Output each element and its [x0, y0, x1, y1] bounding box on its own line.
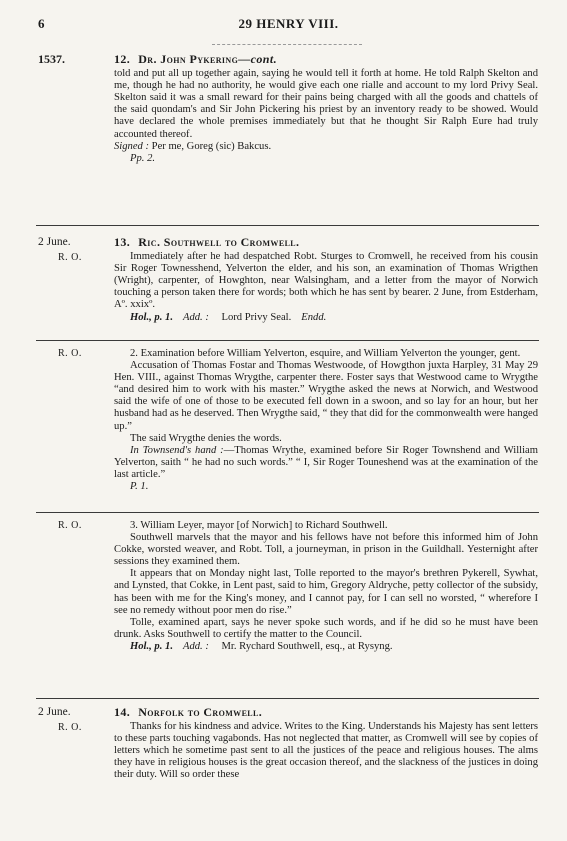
entry-13-3-heading: 3. William Leyer, mayor [of Norwich] to Richard Southwell. [130, 520, 388, 531]
entry-title: Norfolk to Cromwell. [138, 705, 263, 719]
entry-13-3 [114, 520, 538, 653]
entry-13-body: Immediately after he had despatched Robt. Sturges to Cromwell, he received from his cousin Sir Roger Townesshend, Yelverton the elder, and his son, an examination of Thomas Wrigthen (Wright), carpenter, of Howghton, near Walsingham, and a letter from the mayor of Norwich touching a person taken there for words; both which he has sent by bearer. 2 June, from Estderham, Aº. xxixº. [114, 251, 538, 311]
entry-13-3-footer: Hol., p. 1. Add. : Mr. Rychard Southwell, esq., at Rysyng. [130, 640, 393, 652]
entry-13-2-denial: The said Wrygthe denies the words. [130, 432, 282, 444]
margin-record-office: R. O. [58, 722, 82, 733]
entry-13-2-pages: P. 1. [130, 481, 149, 493]
head-rule [212, 44, 362, 45]
entry-separator [36, 225, 539, 226]
entry-separator [36, 512, 539, 513]
entry-13-3-para-2: It appears that on Monday night last, Tolle reported to the mayor's brethren Pykerell, Sywhat, and Lynsted, that Cokke, in Lent past, said to him, Gregory Aldryche, petty collector of the subsidy, has been with me for the King's money, and I cannot pay, for I can sell no worsted, “ wherefore I see no remedy without poor men do rise.” [114, 568, 538, 616]
entry-13-2-accusation: Accusation of Thomas Fostar and Thomas Westwoode, of Howgthon juxta Harpley, 31 May 29 Hen. VIII., against Thomas Wrygthe, carpenter there. Foster says that Westwood came to Wrygthe “and desired him to work with his master.” Wrygthe asked the news at Norwich, and Westwood said the wife of one of those to be executed fell down in a swoon, and so lay for an hour, but her husband had as he deserved. Then Wrygthe said, “ they that did for the commonwealth were hanged up.” [114, 360, 538, 432]
margin-record-office: R. O. [58, 252, 82, 263]
margin-date: 2 June. [38, 236, 71, 248]
entry-12-signature: Signed : Per me, Goreg (sic) Bakcus. [114, 140, 272, 152]
entry-14-body: Thanks for his kindness and advice. Writes to the King. Understands his Majesty has sent letters to these parts touching vagabonds. Has not neglected that matter, as Cromwell will see by copies of letters which he sometime past sent to all the justices of the peace and religious houses. The alms they have in religious houses is the great occasion thereof, and the slackness of the justices in doing their duty. Will so order these [114, 721, 538, 781]
entry-separator [36, 698, 539, 699]
entry-12-heading [114, 53, 538, 65]
entry-title: Ric. Southwell to Cromwell. [138, 235, 300, 249]
entry-12 [114, 53, 538, 165]
page-number: 6 [38, 16, 45, 31]
entry-13-heading [114, 236, 538, 248]
entry-number: 12. [114, 52, 131, 66]
entry-13 [114, 236, 538, 324]
margin-date: 2 June. [38, 706, 71, 718]
running-title: 29 HENRY VIII. [238, 16, 339, 31]
entry-14-heading [114, 706, 538, 718]
entry-13-2-endorsement: In Townsend's hand :—Thomas Wrythe, examined before Sir Roger Townshend and William Yelverton, saith “ he had no such words.” “ I, Sir Roger Touneshend was at the examination of the last article.” [114, 444, 538, 480]
entry-13-3-para-3: Tolle, examined apart, says he never spoke such words, and if he did so he must have been drunk. Asks Southwell to certify the matter to the Council. [114, 616, 538, 640]
entry-separator [36, 340, 539, 341]
entry-13-3-para-1: Southwell marvels that the mayor and his fellows have not before this informed him of John Cokke, worsted weaver, and Robt. Toll, a journeyman, in prison in the Guildhall. Yesternight after sessions they examined them. [114, 532, 538, 568]
margin-year: 1537. [38, 52, 65, 66]
entry-number: 14. [114, 705, 131, 719]
entry-title: Dr. John Pykering [138, 52, 239, 66]
entry-14 [114, 706, 538, 782]
margin-record-office: R. O. [58, 520, 82, 531]
entry-number: 13. [114, 235, 131, 249]
entry-12-pages: Pp. 2. [130, 152, 156, 164]
entry-12-body: told and put all up together again, saying he would tell it forth at home. He told Ralph Skelton and me, though he had no authority, he would give each one rialle and account to my lord Privy Seal. Skelton said it was a small reward for their pains being charged with all the goods and chattels of the said quondam's and Sir John Pickering his priest by an inventory ready to be showed. Would have declared the whole premises immediately but that he thought Sir Ralph Eure had truly accounted thereof. [114, 68, 538, 140]
entry-13-2-heading: 2. Examination before William Yelverton, esquire, and William Yelverton the younger, gent. [130, 348, 521, 359]
running-head [38, 16, 539, 34]
entry-13-footer: Hol., p. 1. Add. : Lord Privy Seal. Endd. [130, 311, 327, 323]
entry-continued: —cont. [238, 52, 277, 66]
margin-record-office: R. O. [58, 348, 82, 359]
entry-13-2 [114, 348, 538, 493]
